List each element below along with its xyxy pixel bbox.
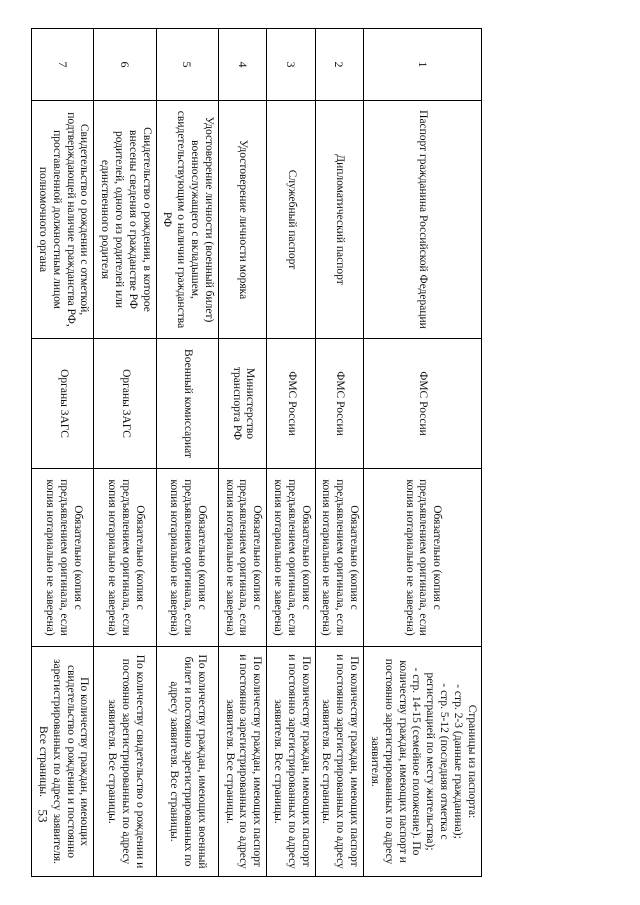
pages-info: [32, 647, 94, 877]
document-name: Свидетельство о рождении с отметкой, подтверждающей наличие гражданства РФ, проставленной должностным лицом полномочного органа: [32, 101, 94, 339]
table-row: [156, 29, 218, 877]
pages-line: По количеству граждан, имеющих паспорт и постоянно зарегистрированных по адресу заявителя. Все страницы.: [272, 654, 312, 869]
issuing-authority: Министерство транспорта РФ: [218, 339, 266, 469]
pages-info: [364, 647, 482, 877]
table-row: [218, 29, 266, 877]
pages-line: По количеству граждан, имеющих паспорт и постоянно зарегистрированных по адресу заявителя. Все страницы.: [223, 654, 264, 869]
documents-table: [31, 28, 482, 877]
row-number: 4: [218, 29, 266, 101]
row-number: 6: [94, 29, 156, 101]
table-row: [315, 29, 363, 877]
pages-line: По количеству граждан, имеющих паспорт и постоянно зарегистрированных по адресу заявителя. Все страницы.: [320, 654, 360, 869]
document-name: Служебный паспорт: [267, 101, 315, 339]
issuing-authority: Военный комиссариат: [156, 339, 218, 469]
pages-line: Страницы из паспорта:: [465, 704, 478, 819]
row-number: 1: [364, 29, 482, 101]
page-number: 53: [35, 809, 51, 823]
pages-info: [315, 647, 363, 877]
pages-info: [156, 647, 218, 877]
issuing-authority: Органы ЗАГС: [94, 339, 156, 469]
table-body: [32, 29, 482, 877]
row-number: 7: [32, 29, 94, 101]
pages-info: [218, 647, 266, 877]
table-row: [267, 29, 315, 877]
document-name: Паспорт гражданина Российской Федерации: [364, 101, 482, 339]
table-row: [32, 29, 94, 877]
issuing-authority: Органы ЗАГС: [32, 339, 94, 469]
requirement: Обязательно (копия с предъявлением оригинала, если копия нотариально не заверена): [156, 469, 218, 647]
pages-line: По количеству свидетельство о рождении и постоянно зарегистрированных по адресу заявителя. Все страницы.: [106, 654, 146, 869]
pages-line: По количеству граждан, имеющих военный билет и постоянно зарегистрированных по адресу заявителя. Все страницы.: [168, 654, 208, 869]
table-row: [94, 29, 156, 877]
document-name: Удостоверение личности моряка: [218, 101, 266, 339]
requirement: Обязательно (копия с предъявлением оригинала, если копия нотариально не заверена): [364, 469, 482, 647]
row-number: 3: [267, 29, 315, 101]
table-row: [364, 29, 482, 877]
requirement: Обязательно (копия с предъявлением оригинала, если копия нотариально не заверена): [218, 469, 266, 647]
issuing-authority: ФМС России: [315, 339, 363, 469]
requirement: Обязательно (копия с предъявлением оригинала, если копия нотариально не заверена): [315, 469, 363, 647]
requirement: Обязательно (копия с предъявлением оригинала, если копия нотариально не заверена): [94, 469, 156, 647]
pages-line: По количеству граждан, имеющих свидетельство о рождении и постоянно зарегистрированных по адресу заявителя. Все страницы.: [37, 658, 91, 865]
document-name: Свидетельство о рождении, в которое внесены сведения о гражданстве РФ родителей, одного из родителей или единственного родителя: [94, 101, 156, 339]
document-name: Удостоверение личности (военный билет) военнослужащего с вкладышем, свидетельствующим о наличии гражданства РФ: [156, 101, 218, 339]
requirement: Обязательно (копия с предъявлением оригинала, если копия нотариально не заверена): [32, 469, 94, 647]
pages-line: - стр. 2-3 (данные гражданина);: [451, 684, 464, 839]
requirement: Обязательно (копия с предъявлением оригинала, если копия нотариально не заверена): [267, 469, 315, 647]
issuing-authority: ФМС России: [364, 339, 482, 469]
pages-info: [94, 647, 156, 877]
pages-info: [267, 647, 315, 877]
pages-line: - стр. 5-12 (последняя отметка с регистрацией по месту жительства);: [424, 672, 451, 851]
issuing-authority: ФМС России: [267, 339, 315, 469]
pages-line: - стр. 14-15 (семейное положение). По количеству граждан, имеющих паспорт и постоянно зарегистрированных по адресу заявителя.: [369, 658, 423, 865]
document-name: Дипломатический паспорт: [315, 101, 363, 339]
row-number: 2: [315, 29, 363, 101]
row-number: 5: [156, 29, 218, 101]
